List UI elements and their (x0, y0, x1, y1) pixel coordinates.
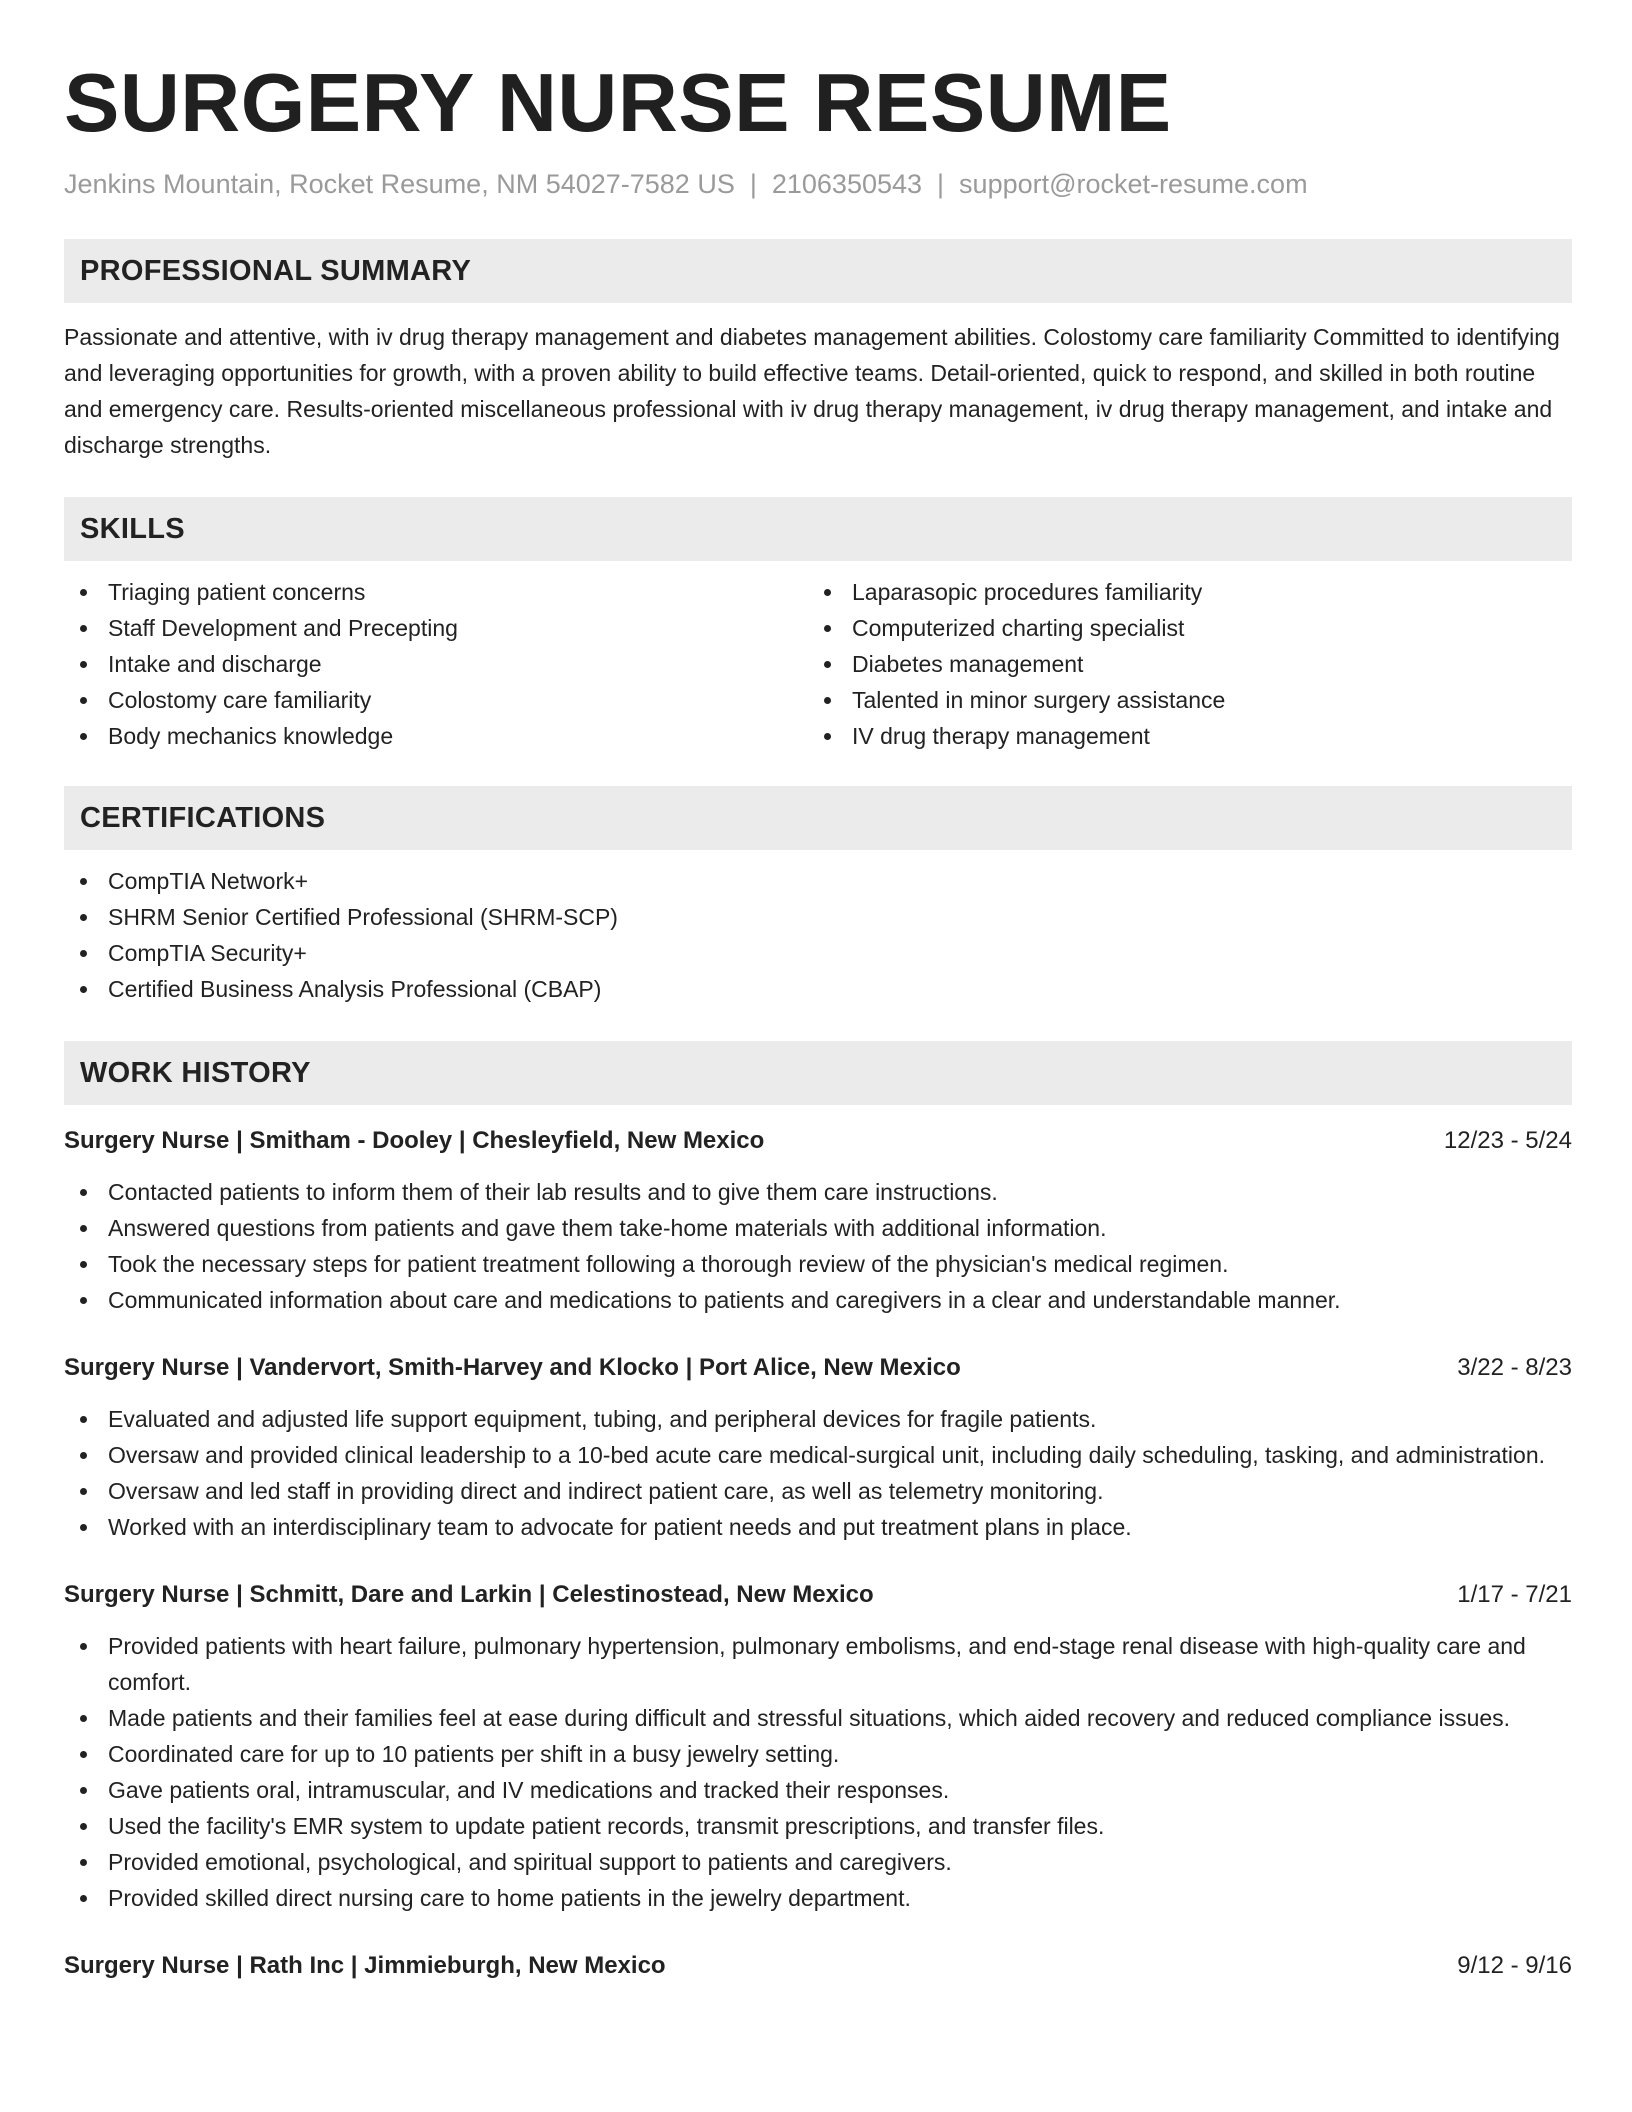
job-entry (64, 1123, 1572, 1318)
job-dates: 3/22 - 8/23 (1457, 1354, 1572, 1381)
job-title: Surgery Nurse | Smitham - Dooley | Chesleyfield, New Mexico (64, 1127, 765, 1154)
job-bullets (64, 1401, 1572, 1545)
job-header (64, 1948, 1572, 1984)
list-item: SHRM Senior Certified Professional (SHRM-SCP) (64, 899, 1572, 935)
list-item: Certified Business Analysis Professional (CBAP) (64, 971, 1572, 1007)
job-dates: 12/23 - 5/24 (1443, 1127, 1572, 1154)
job-header (64, 1350, 1572, 1386)
section-heading-work-history: WORK HISTORY (64, 1041, 1572, 1105)
job-header (64, 1577, 1572, 1613)
job-entry (64, 1948, 1572, 1984)
list-item: Intake and discharge (64, 646, 808, 682)
section-heading-summary: PROFESSIONAL SUMMARY (64, 239, 1572, 303)
list-item: Gave patients oral, intramuscular, and IV medications and tracked their responses. (64, 1772, 1572, 1808)
job-dates: 1/17 - 7/21 (1457, 1581, 1572, 1608)
section-heading-skills: SKILLS (64, 497, 1572, 561)
list-item: Computerized charting specialist (808, 610, 1552, 646)
resume-title: SURGERY NURSE RESUME (64, 56, 1172, 149)
contact-phone: 2106350543 (771, 169, 923, 199)
list-item: Took the necessary steps for patient treatment following a thorough review of the physician's medical regimen. (64, 1246, 1572, 1282)
work-history-section (64, 1041, 1572, 1984)
job-title: Surgery Nurse | Rath Inc | Jimmieburgh, New Mexico (64, 1952, 666, 1979)
contact-email[interactable]: support@rocket-resume.com (959, 169, 1308, 199)
list-item: Made patients and their families feel at ease during difficult and stressful situations, which aided recovery and reduced compliance issues. (64, 1700, 1572, 1736)
list-item: Oversaw and led staff in providing direct and indirect patient care, as well as telemetry monitoring. (64, 1473, 1572, 1509)
list-item: Coordinated care for up to 10 patients per shift in a busy jewelry setting. (64, 1736, 1572, 1772)
job-title: Surgery Nurse | Schmitt, Dare and Larkin | Celestinostead, New Mexico (64, 1581, 874, 1608)
contact-address: Jenkins Mountain, Rocket Resume, NM 54027-7582 US (64, 169, 735, 199)
list-item: Talented in minor surgery assistance (808, 682, 1552, 718)
list-item: Triaging patient concerns (64, 574, 808, 610)
job-bullets (64, 1628, 1572, 1916)
list-item: Laparasopic procedures familiarity (808, 574, 1552, 610)
list-item: Provided patients with heart failure, pulmonary hypertension, pulmonary embolisms, and end-stage renal disease with high-quality care and comfort. (64, 1628, 1572, 1700)
list-item: Used the facility's EMR system to update patient records, transmit prescriptions, and transfer files. (64, 1808, 1572, 1844)
list-item: Provided skilled direct nursing care to home patients in the jewelry department. (64, 1880, 1572, 1916)
certifications-list (64, 863, 1572, 1007)
resume-page (64, 52, 1572, 1984)
skills-grid (64, 561, 1572, 754)
list-item: CompTIA Network+ (64, 863, 1572, 899)
contact-line (64, 166, 1572, 202)
list-item: Diabetes management (808, 646, 1552, 682)
contact-separator: | (937, 169, 945, 199)
skills-list-right (808, 574, 1552, 754)
list-item: Worked with an interdisciplinary team to advocate for patient needs and put treatment plans in place. (64, 1509, 1572, 1545)
list-item: Staff Development and Precepting (64, 610, 808, 646)
list-item: Communicated information about care and medications to patients and caregivers in a clear and understandable manner. (64, 1282, 1572, 1318)
job-title: Surgery Nurse | Vandervort, Smith-Harvey and Klocko | Port Alice, New Mexico (64, 1354, 961, 1381)
list-item: Colostomy care familiarity (64, 682, 808, 718)
section-heading-certifications: CERTIFICATIONS (64, 786, 1572, 850)
list-item: CompTIA Security+ (64, 935, 1572, 971)
list-item: IV drug therapy management (808, 718, 1552, 754)
job-entry (64, 1350, 1572, 1545)
summary-section (64, 239, 1572, 463)
list-item: Oversaw and provided clinical leadership to a 10-bed acute care medical-surgical unit, including daily scheduling, tasking, and administration. (64, 1437, 1572, 1473)
summary-text: Passionate and attentive, with iv drug therapy management and diabetes management abilities. Colostomy care familiarity Committed to identifying and leveraging opportunities for growth, with a proven ability to build effective teams. Detail-oriented, quick to respond, and skilled in both routine and emergency care. Results-oriented miscellaneous professional with iv drug therapy management, iv drug therapy management, and intake and discharge strengths. (64, 324, 1560, 458)
certifications-section (64, 786, 1572, 1007)
list-item: Provided emotional, psychological, and spiritual support to patients and caregivers. (64, 1844, 1572, 1880)
list-item: Contacted patients to inform them of their lab results and to give them care instructions. (64, 1174, 1572, 1210)
job-entry (64, 1577, 1572, 1916)
contact-separator: | (749, 169, 757, 199)
list-item: Answered questions from patients and gave them take-home materials with additional information. (64, 1210, 1572, 1246)
job-dates: 9/12 - 9/16 (1457, 1952, 1572, 1979)
list-item: Evaluated and adjusted life support equipment, tubing, and peripheral devices for fragile patients. (64, 1401, 1572, 1437)
skills-section (64, 497, 1572, 754)
list-item: Body mechanics knowledge (64, 718, 808, 754)
job-header (64, 1123, 1572, 1159)
skills-list-left (64, 574, 808, 754)
job-bullets (64, 1174, 1572, 1318)
